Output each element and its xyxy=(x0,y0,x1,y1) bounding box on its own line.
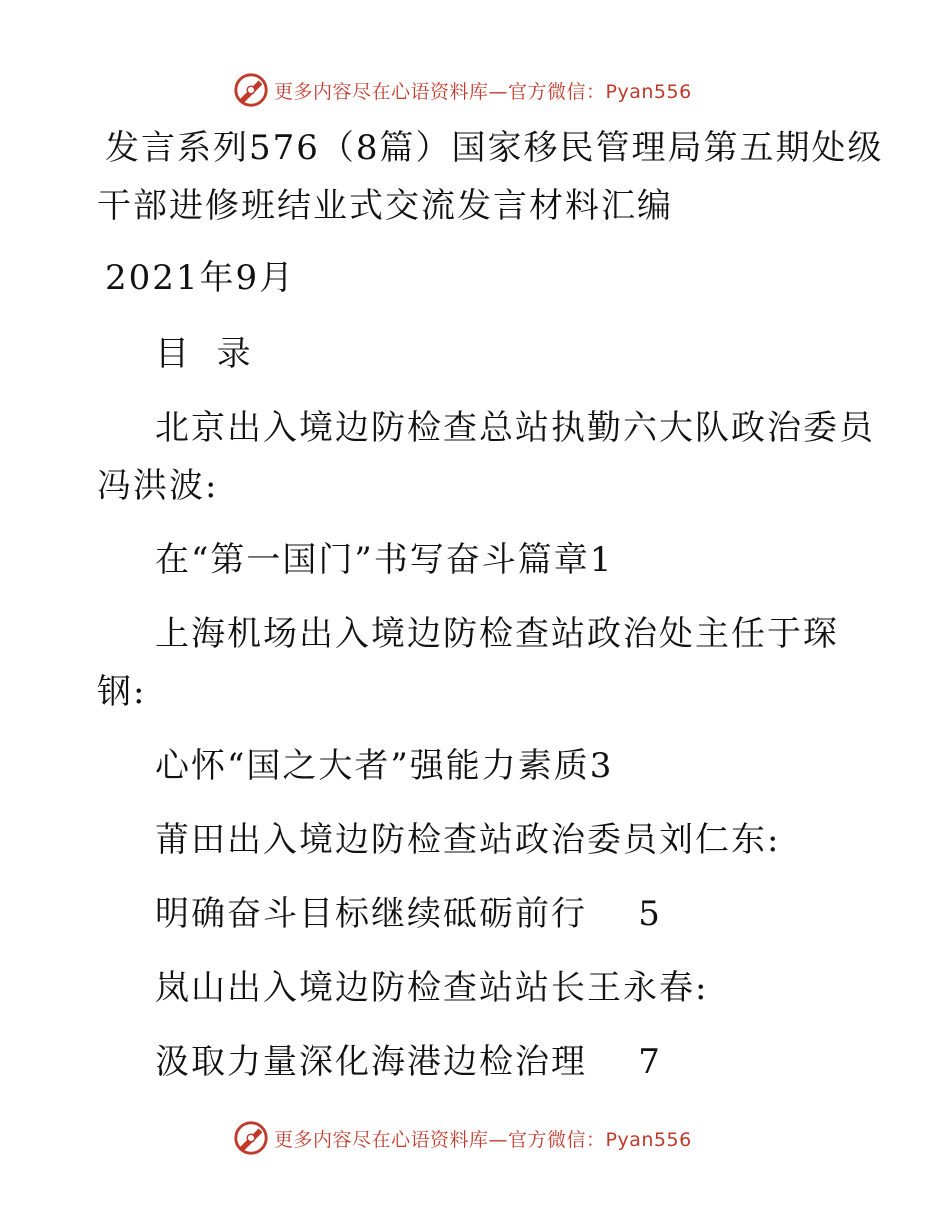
document-title-line-1: 发言系列576（8篇）国家移民管理局第五期处级 xyxy=(105,128,884,168)
header-banner xyxy=(232,70,692,110)
toc-author-line: 北京出入境边防检查总站执勤六大队政治委员 xyxy=(155,408,875,448)
pen-circle-logo-icon xyxy=(232,71,270,109)
toc-heading: 目 录 xyxy=(155,334,253,374)
toc-author-line: 岚山出入境边防检查站站长王永春: xyxy=(155,968,709,1008)
pen-circle-logo-icon xyxy=(232,1119,270,1157)
toc-entry-title[interactable]: 明确奋斗目标继续砥砺前行 5 xyxy=(155,894,662,934)
document-title-line-2: 干部进修班结业式交流发言材料汇编 xyxy=(97,186,673,226)
toc-entry-title[interactable]: 心怀“国之大者”强能力素质3 xyxy=(155,746,614,786)
toc-author-line-cont: 冯洪波: xyxy=(97,466,219,506)
footer-banner xyxy=(232,1118,692,1158)
toc-entry-title[interactable]: 汲取力量深化海港边检治理 7 xyxy=(155,1042,662,1082)
document-date: 2021年9月 xyxy=(105,258,296,298)
toc-author-line: 上海机场出入境边防检查站政治处主任于琛 xyxy=(155,614,839,654)
banner-text: 更多内容尽在心语资料库—官方微信：Pyan556 xyxy=(274,1128,692,1151)
toc-author-line-cont: 钢: xyxy=(97,672,147,712)
toc-author-line: 莆田出入境边防检查站政治委员刘仁东: xyxy=(155,820,781,860)
banner-text: 更多内容尽在心语资料库—官方微信：Pyan556 xyxy=(274,80,692,103)
toc-entry-title[interactable]: 在“第一国门”书写奋斗篇章1 xyxy=(155,540,614,580)
